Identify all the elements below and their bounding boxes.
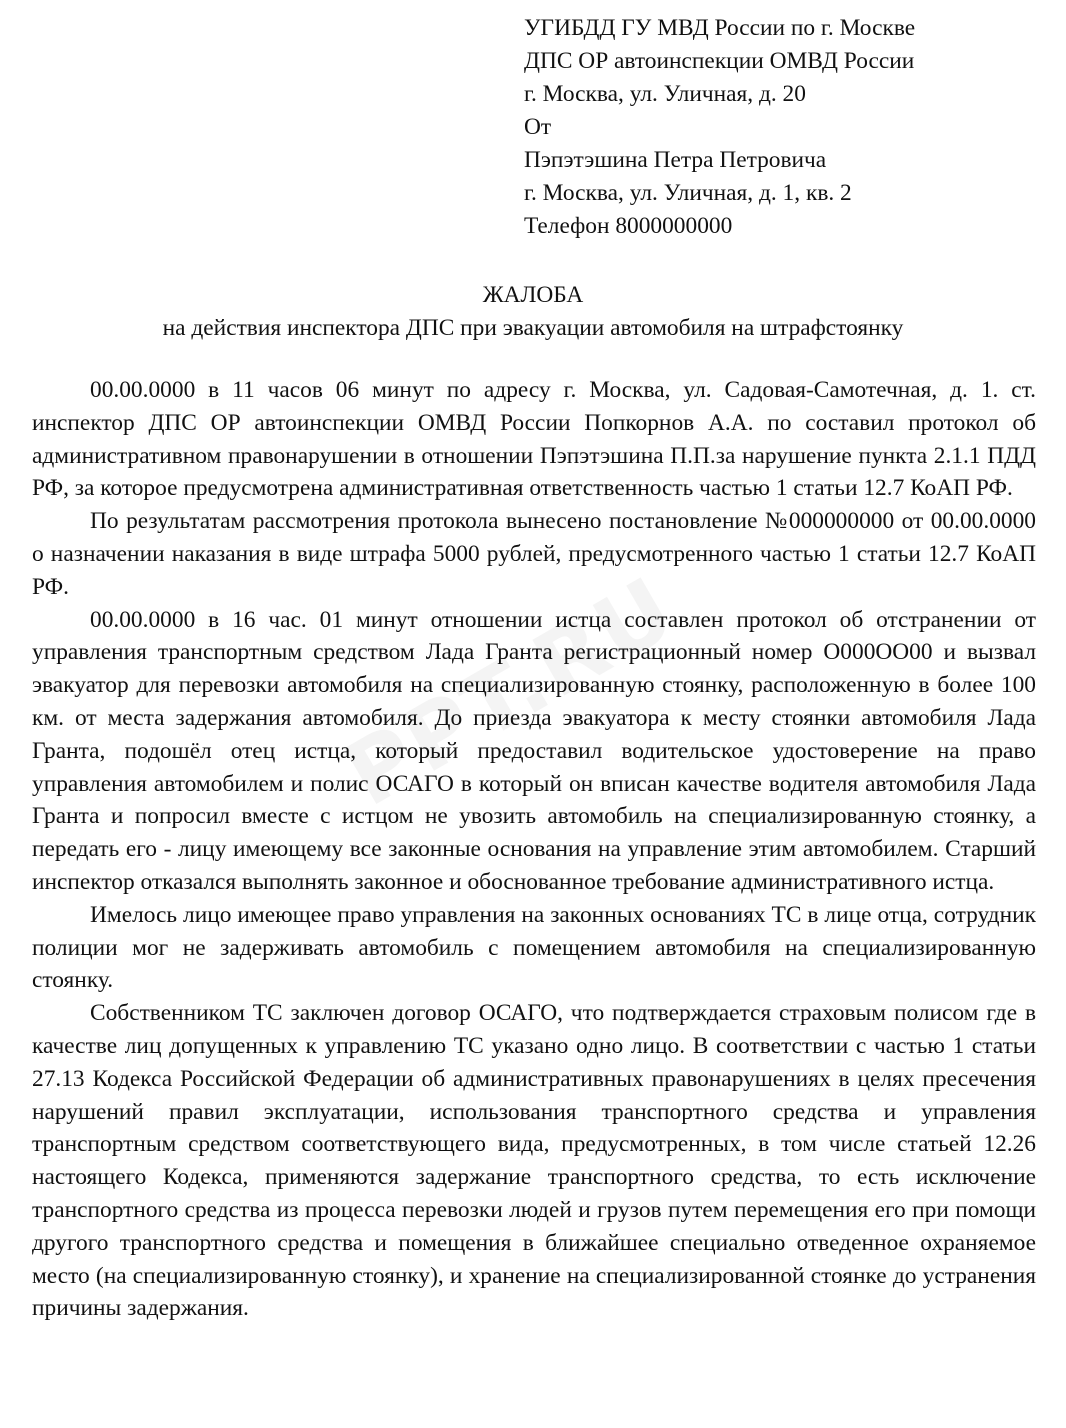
document-subtitle: на действия инспектора ДПС при эвакуации автомобиля на штрафстоянку [162,315,904,341]
addressee-block [524,12,915,243]
body-paragraph: По результатам рассмотрения протокола вынесено постановление №000000000 от 00.00.0000 о назначении наказания в виде штрафа 5000 рублей, предусмотренного частью 1 статьи 12.7 КоАП РФ. [32,508,1036,600]
addressee-line: От [524,114,552,140]
addressee-line: г. Москва, ул. Уличная, д. 1, кв. 2 [524,180,852,206]
body-paragraph: 00.00.0000 в 16 час. 01 минут отношении истца составлен протокол об отстранении от управления транспортным средством Лада Гранта регистрационный номер О000ОО00 и вызвал эвакуатор для перевозки автомобиля на специализированную стоянку, расположенную в более 100 км. от места задержания автомобиля. До приезда эвакуатора к месту стоянки автомобиля Лада Гранта, подошёл отец истца, который предоставил водительское удостоверение на право управления автомобилем и полис ОСАГО в который он вписан качестве водителя автомобиля Лада Гранта и попросил вместе с истцом не увозить автомобиль на специализированную стоянку, а передать его - лицу имеющему все законные основания на управление этим автомобилем. Старший инспектор отказался выполнять законное и обоснованное требование административного истца. [32,606,1036,895]
document-title: ЖАЛОБА [482,282,584,308]
addressee-line: Телефон 8000000000 [524,213,733,239]
document-body [32,374,1036,1325]
addressee-line: УГИБДД ГУ МВД России по г. Москве [524,15,916,41]
title-block [0,279,1066,345]
addressee-line: Пэпэтэшина Петра Петровича [524,147,827,173]
body-paragraph: 00.00.0000 в 11 часов 06 минут по адресу г. Москва, ул. Садовая-Самотечная, д. 1. ст. инспектор ДПС ОР автоинспекции ОМВД России Попкорнов А.А. по составил протокол об административном правонарушении в отношении Пэпэтэшина П.П.за нарушение пункта 2.1.1 ПДД РФ, за которое предусмотрена административная ответственность частью 1 статьи 12.7 КоАП РФ. [32,377,1036,502]
addressee-line: ДПС ОР автоинспекции ОМВД России [524,48,915,74]
addressee-line: г. Москва, ул. Уличная, д. 20 [524,81,806,107]
body-paragraph: Имелось лицо имеющее право управления на законных основаниях ТС в лице отца, сотрудник полиции мог не задерживать автомобиль с помещением автомобиля на специализированную стоянку. [32,901,1036,994]
body-paragraph: Собственником ТС заключен договор ОСАГО, что подтверждается страховым полисом где в качестве лиц допущенных к управлению ТС указано одно лицо. В соответствии с частью 1 статьи 27.13 Кодекса Российской Федерации об административных правонарушениях в целях пресечения нарушений правил эксплуатации, использования транспортного средства и управления транспортным средством соответствующего вида, предусмотренных, в том числе статьей 12.26 настоящего Кодекса, применяются задержание транспортного средства, то есть исключение транспортного средства из процесса перевозки людей и грузов путем перемещения его при помощи другого транспортного средства и помещения в ближайшее специально отведенное охраняемое место (на специализированную стоянку), и хранение на специализированной стоянке до устранения причины задержания. [32,1000,1036,1322]
